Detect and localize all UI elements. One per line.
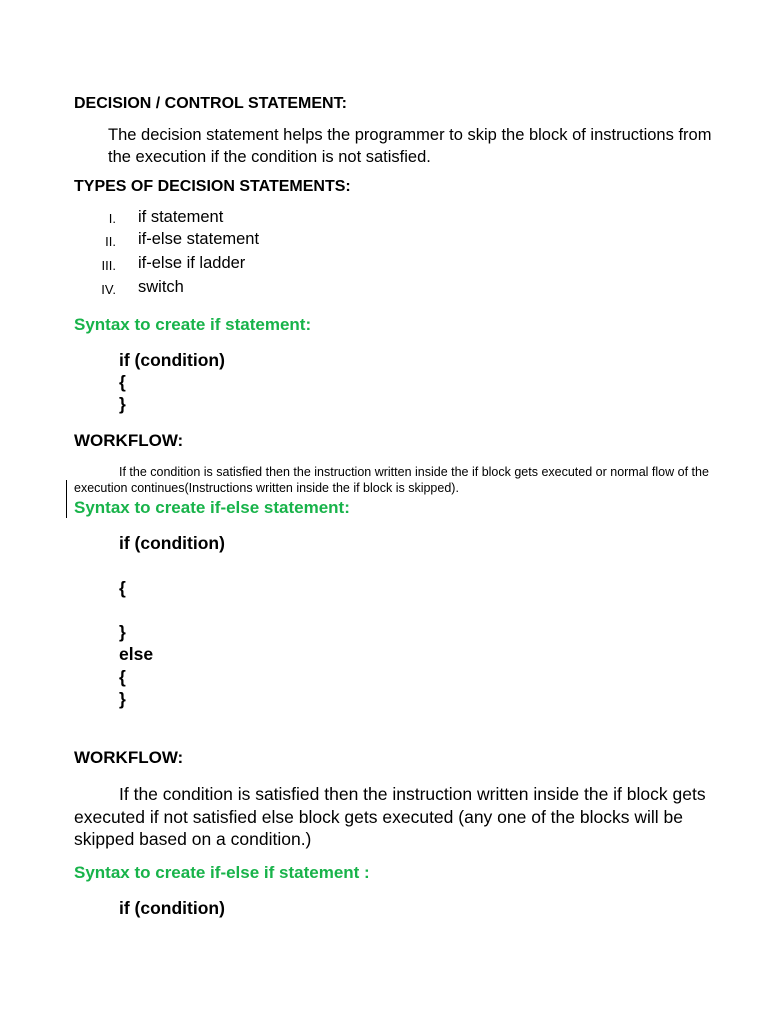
list-numeral: III. <box>101 258 116 273</box>
code-line: { <box>119 372 126 392</box>
heading-syntax-if-else: Syntax to create if-else statement: <box>74 498 350 517</box>
code-line: } <box>119 622 126 642</box>
list-numeral: I. <box>108 211 116 226</box>
list-item: if-else statement <box>138 230 260 248</box>
workflow-description: If the condition is satisfied then the instruction written inside the if block gets executed if not satisfied else block gets executed (any one of the blocks will be skipped based on a condition.) <box>74 784 706 849</box>
heading-workflow: WORKFLOW: <box>74 748 184 767</box>
decision-description: The decision statement helps the programmer to skip the block of instructions from the execution if the condition is not satisfied. <box>108 126 712 166</box>
heading-syntax-if-else-if: Syntax to create if-else if statement : <box>74 863 370 882</box>
heading-types: TYPES OF DECISION STATEMENTS: <box>74 178 351 195</box>
code-line: else <box>119 644 154 664</box>
list-item: if statement <box>138 208 224 226</box>
heading-workflow: WORKFLOW: <box>74 431 184 450</box>
code-line: if (condition) <box>119 350 225 370</box>
heading-decision-control: DECISION / CONTROL STATEMENT: <box>74 95 347 112</box>
list-numeral: II. <box>105 234 116 249</box>
code-line: if (condition) <box>119 533 225 553</box>
list-numeral: IV. <box>101 282 116 297</box>
code-line: { <box>119 578 126 598</box>
list-item: if-else if ladder <box>138 254 246 272</box>
code-line: { <box>119 667 126 687</box>
workflow-description: If the condition is satisfied then the instruction written inside the if block gets executed or normal flow of the execution continues(Instructions written inside the if block is skipped). <box>74 465 709 495</box>
code-line: } <box>119 689 126 709</box>
list-item: switch <box>138 278 184 296</box>
code-line: if (condition) <box>119 898 225 918</box>
code-line: } <box>119 394 126 414</box>
text-cursor-marker <box>66 480 67 518</box>
heading-syntax-if: Syntax to create if statement: <box>74 315 312 334</box>
